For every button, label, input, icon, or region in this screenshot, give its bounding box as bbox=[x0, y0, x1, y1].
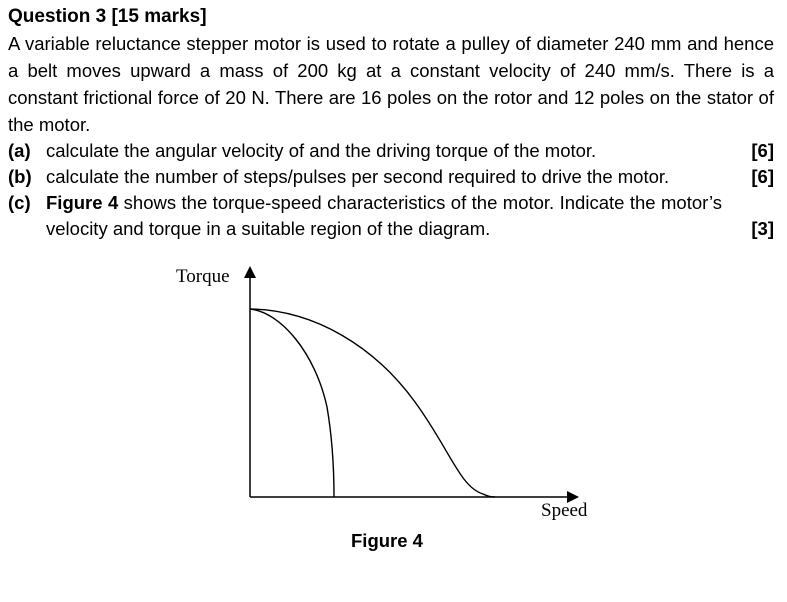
part-b-marks: [6] bbox=[751, 166, 774, 187]
figure-caption: Figure 4 bbox=[351, 530, 423, 551]
part-a-text: calculate the angular velocity of and the driving torque of the motor. bbox=[46, 140, 597, 161]
part-b-body bbox=[46, 164, 774, 190]
pull-in-curve bbox=[250, 309, 334, 497]
part-c-label: (c) bbox=[8, 192, 31, 213]
part-c-figure-ref: Figure 4 bbox=[46, 192, 119, 213]
part-c-body bbox=[46, 190, 774, 242]
part-a-marks: [6] bbox=[751, 140, 774, 161]
part-c-text: shows the torque-speed characteristics of the motor. Indicate the motor’s velocity and torque in a suitable region of the diagram. bbox=[46, 192, 722, 239]
question-parts bbox=[8, 138, 774, 242]
y-axis-label: Torque bbox=[176, 266, 230, 287]
question-intro: A variable reluctance stepper motor is used to rotate a pulley of diameter 240 mm and hence a belt moves upward a mass of 200 kg at a constant velocity of 240 mm/s. There is a constant frictional force of 20 N. There are 16 poles on the rotor and 12 poles on the stator of the motor. bbox=[8, 33, 774, 135]
part-a-body bbox=[46, 138, 774, 164]
part-b-label: (b) bbox=[8, 166, 32, 187]
part-a bbox=[8, 138, 774, 164]
question-document bbox=[8, 0, 774, 242]
x-axis-label: Speed bbox=[541, 500, 588, 521]
part-a-label: (a) bbox=[8, 140, 31, 161]
part-c bbox=[8, 190, 774, 242]
figure-4 bbox=[165, 262, 625, 562]
pull-out-curve bbox=[250, 309, 495, 497]
part-b-text: calculate the number of steps/pulses per second required to drive the motor. bbox=[46, 166, 670, 187]
part-b bbox=[8, 164, 774, 190]
part-c-marks: [3] bbox=[751, 218, 774, 239]
question-title: Question 3 [15 marks] bbox=[8, 6, 207, 27]
